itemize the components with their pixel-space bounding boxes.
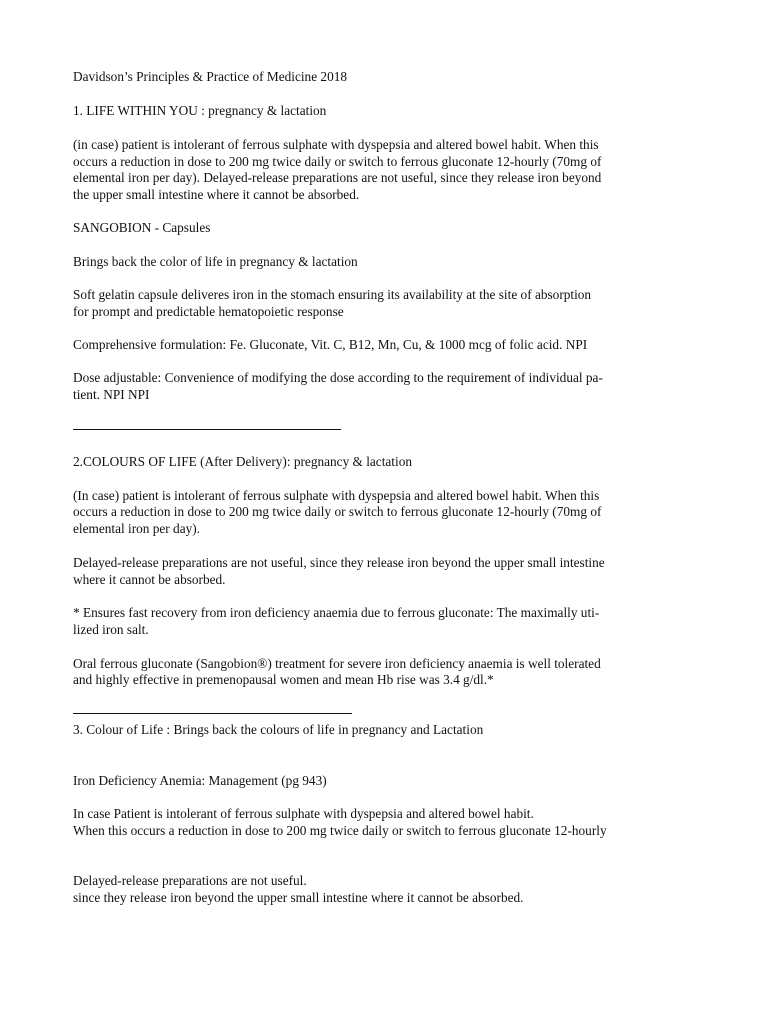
section2-intro-line: elemental iron per day).: [73, 521, 201, 536]
dose-line: tient. NPI NPI: [73, 387, 150, 402]
management-delayed-line: since they release iron beyond the upper small intestine where it cannot be absorbed.: [73, 890, 524, 905]
gelatin-line: Soft gelatin capsule deliveres iron in the stomach ensuring its availability at the site of absorption: [73, 287, 592, 302]
management-intolerant-line: In case Patient is intolerant of ferrous sulphate with dyspepsia and altered bowel habit.: [73, 806, 534, 821]
product-name: SANGOBION - Capsules: [73, 220, 211, 235]
management-heading: Iron Deficiency Anemia: Management (pg 943): [73, 773, 327, 788]
oral-line: Oral ferrous gluconate (Sangobion®) treatment for severe iron deficiency anaemia is well tolerated: [73, 656, 601, 671]
product-tagline: Brings back the color of life in pregnancy & lactation: [73, 254, 358, 269]
section2-delayed-line: Delayed-release preparations are not useful, since they release iron beyond the upper small intestine: [73, 555, 605, 570]
formulation-line: Comprehensive formulation: Fe. Gluconate, Vit. C, B12, Mn, Cu, & 1000 mcg of folic acid. NPI: [73, 337, 588, 352]
section1-intro-line: occurs a reduction in dose to 200 mg twice daily or switch to ferrous gluconate 12-hourly (70mg of: [73, 154, 602, 169]
section3-heading: 3. Colour of Life : Brings back the colours of life in pregnancy and Lactation: [73, 722, 484, 737]
section1-intro-line: elemental iron per day). Delayed-release preparations are not useful, since they release iron beyond: [73, 170, 602, 185]
gelatin-line: for prompt and predictable hematopoietic response: [73, 304, 344, 319]
section-divider: [73, 713, 352, 714]
section-divider: [73, 429, 341, 430]
oral-line: and highly effective in premenopausal women and mean Hb rise was 3.4 g/dl.*: [73, 672, 494, 687]
section1-intro-line: the upper small intestine where it cannot be absorbed.: [73, 187, 360, 202]
section1-heading: 1. LIFE WITHIN YOU : pregnancy & lactation: [73, 103, 327, 118]
management-delayed-line: Delayed-release preparations are not useful.: [73, 873, 307, 888]
section2-intro-line: (In case) patient is intolerant of ferrous sulphate with dyspepsia and altered bowel habit. When this: [73, 488, 600, 503]
section2-heading: 2.COLOURS OF LIFE (After Delivery): pregnancy & lactation: [73, 454, 412, 469]
management-intolerant-line: When this occurs a reduction in dose to 200 mg twice daily or switch to ferrous gluconate 12-hourly: [73, 823, 607, 838]
section2-intro-line: occurs a reduction in dose to 200 mg twice daily or switch to ferrous gluconate 12-hourly (70mg of: [73, 504, 602, 519]
section1-intro-line: (in case) patient is intolerant of ferrous sulphate with dyspepsia and altered bowel habit. When this: [73, 137, 599, 152]
dose-line: Dose adjustable: Convenience of modifying the dose according to the requirement of individual pa-: [73, 370, 603, 385]
ensures-line: lized iron salt.: [73, 622, 149, 637]
document-title: Davidson’s Principles & Practice of Medicine 2018: [73, 69, 348, 84]
section2-delayed-line: where it cannot be absorbed.: [73, 572, 226, 587]
ensures-line: * Ensures fast recovery from iron deficiency anaemia due to ferrous gluconate: The maximally uti-: [73, 605, 600, 620]
